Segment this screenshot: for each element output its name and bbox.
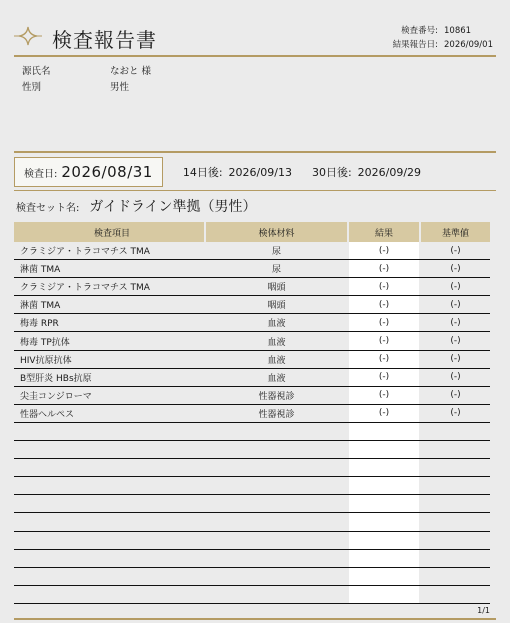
test-item-cell — [14, 477, 204, 494]
result-cell: (-) — [349, 260, 419, 277]
reference-cell — [421, 586, 490, 603]
result-cell — [349, 495, 419, 512]
reference-cell — [421, 532, 490, 549]
table-header — [14, 222, 490, 242]
specimen-cell — [206, 459, 347, 476]
table-row — [14, 568, 490, 586]
reference-cell — [421, 441, 490, 458]
patient-label: 性別 — [22, 82, 42, 93]
test-item-cell: 尖圭コンジローマ — [20, 391, 92, 402]
test-item-cell — [14, 586, 204, 603]
followup-value: 2026/09/13 — [228, 165, 292, 179]
test-item-cell: クラミジア・トラコマチス TMA — [20, 247, 150, 258]
meta-value: 2026/09/01 — [444, 40, 493, 50]
reference-cell — [421, 459, 490, 476]
result-cell — [349, 513, 419, 530]
reference-cell — [421, 568, 490, 585]
table-row — [14, 242, 490, 260]
page-title: 検査報告書 — [52, 28, 157, 52]
result-cell — [349, 550, 419, 567]
reference-cell — [421, 513, 490, 530]
result-cell: (-) — [349, 296, 419, 313]
specimen-cell: 血液 — [267, 373, 286, 384]
test-set-label: 検査セット名: — [16, 203, 80, 214]
sparkle-logo-icon — [14, 22, 42, 50]
reference-cell — [421, 495, 490, 512]
meta-label: 検査番号: — [401, 26, 438, 36]
reference-cell: (-) — [450, 390, 461, 401]
table-row — [14, 495, 490, 513]
result-cell: (-) — [349, 242, 419, 259]
specimen-cell: 咽頭 — [267, 283, 286, 294]
test-item-cell — [14, 568, 204, 585]
test-item-cell — [14, 441, 204, 458]
page-number: 1/1 — [477, 606, 490, 615]
reference-cell: (-) — [450, 245, 461, 256]
result-cell: (-) — [349, 314, 419, 331]
test-item-cell: 淋菌 TMA — [20, 301, 61, 312]
table-row — [14, 351, 490, 369]
test-item-cell — [14, 532, 204, 549]
exam-date-label: 検査日: — [24, 168, 58, 180]
meta-row-exam-number — [376, 24, 492, 38]
reference-cell: (-) — [450, 317, 461, 328]
test-item-cell: 梅毒 RPR — [20, 319, 59, 330]
column-header: 基準値 — [421, 222, 490, 242]
specimen-cell — [206, 477, 347, 494]
result-cell — [349, 568, 419, 585]
patient-row-name — [22, 64, 151, 80]
table-row — [14, 513, 490, 531]
table-row — [14, 459, 490, 477]
table-row — [14, 405, 490, 423]
reference-cell: (-) — [450, 336, 461, 347]
table-row — [14, 369, 490, 387]
result-cell: (-) — [349, 332, 419, 349]
column-header: 検査項目 — [14, 222, 204, 242]
result-cell: (-) — [349, 387, 419, 404]
header-divider — [14, 55, 496, 57]
reference-cell — [421, 423, 490, 440]
table-body — [14, 242, 490, 604]
specimen-cell: 血液 — [267, 319, 286, 330]
followup-label: 14日後: — [182, 166, 223, 179]
table-row — [14, 477, 490, 495]
result-cell: (-) — [349, 369, 419, 386]
table-row — [14, 314, 490, 332]
report-meta — [376, 24, 492, 52]
results-table — [14, 222, 490, 604]
table-row — [14, 423, 490, 441]
followup-label: 30日後: — [311, 166, 352, 179]
specimen-cell — [206, 532, 347, 549]
test-item-cell: HIV抗原抗体 — [20, 355, 72, 366]
specimen-cell: 血液 — [267, 337, 286, 348]
result-cell — [349, 477, 419, 494]
test-item-cell — [14, 550, 204, 567]
patient-row-sex — [22, 80, 151, 96]
exam-dates — [14, 156, 496, 188]
dates-divider — [14, 151, 496, 153]
followup-value: 2026/09/29 — [357, 165, 422, 179]
reference-cell: (-) — [450, 354, 461, 365]
meta-value: 10861 — [444, 26, 472, 36]
test-item-cell — [14, 423, 204, 440]
patient-value: 男性 — [110, 82, 130, 93]
specimen-cell: 性器視診 — [258, 391, 295, 402]
specimen-cell: 血液 — [267, 355, 286, 366]
specimen-cell — [206, 586, 347, 603]
specimen-cell — [206, 568, 347, 585]
result-cell — [349, 441, 419, 458]
result-cell — [349, 532, 419, 549]
specimen-cell: 尿 — [271, 247, 281, 258]
table-row — [14, 278, 490, 296]
followup-date-14 — [183, 164, 292, 180]
test-item-cell: 梅毒 TP抗体 — [20, 337, 70, 348]
table-row — [14, 387, 490, 405]
specimen-cell — [206, 423, 347, 440]
specimen-cell — [206, 550, 347, 567]
test-set — [16, 196, 257, 216]
patient-value: なおと 様 — [110, 66, 152, 77]
exam-date-box — [14, 157, 163, 187]
reference-cell: (-) — [450, 281, 461, 292]
reference-cell — [421, 550, 490, 567]
test-item-cell — [14, 495, 204, 512]
table-row — [14, 296, 490, 314]
result-cell: (-) — [349, 278, 419, 295]
reference-cell: (-) — [450, 299, 461, 310]
specimen-cell — [206, 513, 347, 530]
test-item-cell — [14, 513, 204, 530]
table-row — [14, 550, 490, 568]
table-row — [14, 441, 490, 459]
set-divider — [14, 190, 496, 191]
footer-divider — [14, 618, 496, 620]
table-row — [14, 332, 490, 350]
test-set-value: ガイドライン準拠（男性） — [89, 199, 257, 215]
table-row — [14, 586, 490, 604]
reference-cell: (-) — [450, 372, 461, 383]
reference-cell: (-) — [450, 408, 461, 419]
specimen-cell: 性器視診 — [258, 409, 295, 420]
column-header: 結果 — [349, 222, 419, 242]
test-item-cell: 性器ヘルペス — [20, 409, 75, 420]
test-item-cell: クラミジア・トラコマチス TMA — [20, 283, 150, 294]
specimen-cell: 尿 — [271, 265, 281, 276]
result-cell — [349, 423, 419, 440]
table-row — [14, 260, 490, 278]
patient-label: 源氏名 — [22, 66, 51, 77]
report-header — [0, 0, 510, 60]
patient-info — [22, 64, 151, 96]
followup-date-30 — [312, 164, 421, 180]
specimen-cell — [206, 495, 347, 512]
result-cell — [349, 586, 419, 603]
specimen-cell — [206, 441, 347, 458]
test-item-cell — [14, 459, 204, 476]
column-header: 検体材料 — [206, 222, 347, 242]
test-item-cell: B型肝炎 HBs抗原 — [20, 373, 92, 384]
exam-date-value: 2026/08/31 — [61, 163, 153, 181]
specimen-cell: 咽頭 — [267, 301, 286, 312]
reference-cell — [421, 477, 490, 494]
meta-label: 結果報告日: — [392, 40, 438, 50]
meta-row-report-date — [376, 38, 492, 52]
result-cell — [349, 459, 419, 476]
table-row — [14, 532, 490, 550]
reference-cell: (-) — [450, 263, 461, 274]
result-cell: (-) — [349, 405, 419, 422]
test-item-cell: 淋菌 TMA — [20, 265, 61, 276]
result-cell: (-) — [349, 351, 419, 368]
